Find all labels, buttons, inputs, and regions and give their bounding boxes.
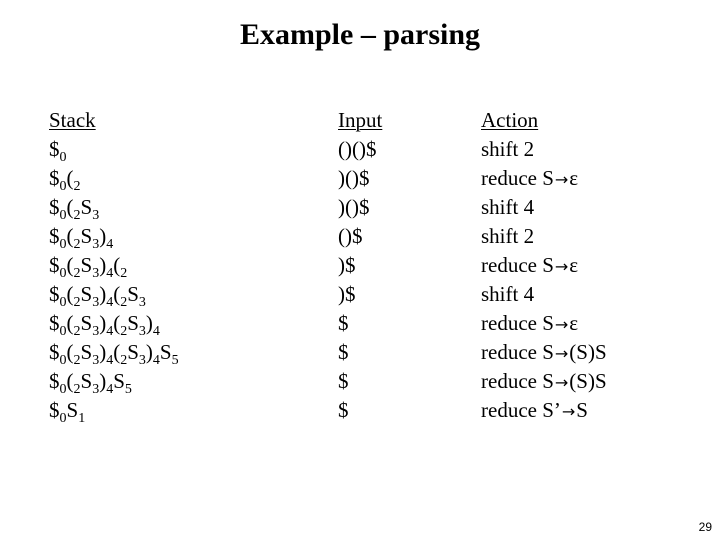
- symbol-text: S: [66, 398, 79, 422]
- subscript-state: 2: [73, 266, 81, 281]
- subscript-state: 4: [106, 382, 114, 397]
- symbol-text: (: [113, 282, 121, 306]
- symbol-text: S: [576, 398, 588, 422]
- symbol-text: shift 2: [481, 224, 535, 248]
- symbol-text: S: [127, 340, 139, 364]
- stack-header: Stack: [49, 108, 96, 132]
- symbol-text: ε: [569, 311, 579, 335]
- page-title: Example – parsing: [239, 18, 481, 51]
- subscript-state: 5: [124, 382, 132, 397]
- symbol-text: ε: [569, 166, 579, 190]
- stack-cell: [49, 396, 179, 425]
- subscript-state: 2: [73, 208, 81, 223]
- subscript-state: 0: [59, 324, 67, 339]
- symbol-text: $: [49, 137, 60, 161]
- symbol-text: reduce S’: [481, 398, 561, 422]
- subscript-state: 0: [59, 411, 67, 426]
- symbol-text: S: [80, 311, 93, 335]
- subscript-state: 3: [92, 266, 100, 281]
- symbol-text: ): [99, 311, 107, 335]
- subscript-state: 4: [106, 324, 114, 339]
- symbol-text: $: [49, 224, 60, 248]
- symbol-text: (: [66, 282, 74, 306]
- subscript-state: 0: [59, 266, 67, 281]
- symbol-text: S: [80, 224, 93, 248]
- subscript-state: 4: [106, 353, 114, 368]
- symbol-text: S: [159, 340, 172, 364]
- subscript-state: 3: [138, 324, 146, 339]
- subscript-state: 0: [59, 382, 67, 397]
- symbol-text: ): [99, 224, 107, 248]
- input-cell: )$: [338, 253, 356, 277]
- symbol-text: (: [66, 369, 74, 393]
- symbol-text: S: [113, 369, 125, 393]
- subscript-state: 0: [59, 150, 67, 165]
- arrow-icon: →: [554, 344, 569, 363]
- symbol-text: (: [66, 166, 74, 190]
- stack-cell: [49, 193, 179, 222]
- symbol-text: ε: [569, 253, 579, 277]
- subscript-state: 2: [120, 295, 128, 310]
- stack-cell: [49, 338, 179, 367]
- symbol-text: $: [49, 311, 60, 335]
- subscript-state: 0: [59, 295, 67, 310]
- symbol-text: reduce S: [481, 340, 554, 364]
- subscript-state: 3: [138, 295, 146, 310]
- symbol-text: ): [99, 340, 107, 364]
- input-cell: $: [338, 369, 349, 393]
- arrow-icon: →: [561, 402, 576, 421]
- symbol-text: (: [113, 253, 121, 277]
- subscript-state: 1: [78, 411, 86, 426]
- subscript-state: 0: [59, 179, 67, 194]
- subscript-state: 0: [59, 208, 67, 223]
- input-cell: )()$: [338, 195, 370, 219]
- subscript-state: 2: [73, 237, 81, 252]
- subscript-state: 2: [120, 324, 128, 339]
- input-cell: ()()$: [338, 137, 377, 161]
- symbol-text: reduce S: [481, 166, 554, 190]
- symbol-text: shift 4: [481, 195, 535, 219]
- stack-cell: [49, 222, 179, 251]
- arrow-icon: →: [554, 257, 569, 276]
- symbol-text: shift 4: [481, 282, 535, 306]
- symbol-text: S: [80, 369, 93, 393]
- subscript-state: 4: [152, 353, 160, 368]
- symbol-text: $: [49, 340, 60, 364]
- subscript-state: 2: [73, 295, 81, 310]
- action-cell: [481, 164, 607, 193]
- symbol-text: ): [145, 311, 153, 335]
- subscript-state: 2: [73, 324, 81, 339]
- symbol-text: $: [49, 398, 60, 422]
- action-header: Action: [481, 108, 539, 132]
- subscript-state: 3: [92, 324, 100, 339]
- action-cell: [481, 396, 607, 425]
- stack-cell: [49, 164, 179, 193]
- action-cell: [481, 280, 607, 309]
- input-cell: $: [338, 398, 349, 422]
- subscript-state: 4: [152, 324, 160, 339]
- symbol-text: S: [127, 311, 139, 335]
- subscript-state: 4: [106, 266, 114, 281]
- action-cell: [481, 367, 607, 396]
- symbol-text: (: [66, 224, 74, 248]
- symbol-text: (: [66, 340, 74, 364]
- symbol-text: reduce S: [481, 369, 554, 393]
- arrow-icon: →: [554, 373, 569, 392]
- symbol-text: $: [49, 195, 60, 219]
- subscript-state: 4: [106, 295, 114, 310]
- page-number: 29: [698, 520, 712, 534]
- symbol-text: (: [113, 340, 121, 364]
- symbol-text: (S)S: [569, 369, 607, 393]
- subscript-state: 2: [120, 266, 128, 281]
- subscript-state: 3: [138, 353, 146, 368]
- arrow-icon: →: [554, 315, 569, 334]
- symbol-text: (: [66, 253, 74, 277]
- symbol-text: reduce S: [481, 253, 554, 277]
- symbol-text: S: [80, 195, 93, 219]
- subscript-state: 3: [92, 237, 100, 252]
- symbol-text: reduce S: [481, 311, 554, 335]
- input-header: Input: [338, 108, 383, 132]
- action-cell: [481, 251, 607, 280]
- symbol-text: $: [49, 282, 60, 306]
- symbol-text: (: [113, 311, 121, 335]
- symbol-text: ): [99, 253, 107, 277]
- action-cell: [481, 222, 607, 251]
- symbol-text: $: [49, 253, 60, 277]
- subscript-state: 2: [73, 353, 81, 368]
- symbol-text: (S)S: [569, 340, 607, 364]
- symbol-text: shift 2: [481, 137, 535, 161]
- subscript-state: 2: [73, 179, 81, 194]
- action-cell: [481, 135, 607, 164]
- stack-cell: [49, 309, 179, 338]
- subscript-state: 4: [106, 237, 114, 252]
- arrow-icon: →: [554, 170, 569, 189]
- action-cell: [481, 338, 607, 367]
- symbol-text: ): [145, 340, 153, 364]
- subscript-state: 3: [92, 382, 100, 397]
- symbol-text: ): [99, 282, 107, 306]
- stack-cell: [49, 135, 179, 164]
- stack-cell: [49, 251, 179, 280]
- action-rows: [481, 135, 607, 425]
- symbol-text: $: [49, 369, 60, 393]
- input-rows: [338, 135, 382, 425]
- symbol-text: $: [49, 166, 60, 190]
- symbol-text: (: [66, 311, 74, 335]
- input-cell: )()$: [338, 166, 370, 190]
- subscript-state: 3: [92, 295, 100, 310]
- symbol-text: ): [99, 369, 107, 393]
- symbol-text: S: [127, 282, 139, 306]
- symbol-text: S: [80, 340, 93, 364]
- subscript-state: 2: [120, 353, 128, 368]
- input-cell: $: [338, 311, 349, 335]
- action-cell: [481, 193, 607, 222]
- subscript-state: 5: [171, 353, 179, 368]
- symbol-text: S: [80, 282, 93, 306]
- stack-rows: [49, 135, 179, 425]
- input-cell: ()$: [338, 224, 363, 248]
- symbol-text: S: [80, 253, 93, 277]
- subscript-state: 0: [59, 353, 67, 368]
- stack-cell: [49, 280, 179, 309]
- input-cell: $: [338, 340, 349, 364]
- symbol-text: (: [66, 195, 74, 219]
- subscript-state: 2: [73, 382, 81, 397]
- stack-cell: [49, 367, 179, 396]
- input-column: [338, 106, 382, 425]
- action-cell: [481, 309, 607, 338]
- action-column: [481, 106, 607, 425]
- subscript-state: 3: [92, 353, 100, 368]
- subscript-state: 0: [59, 237, 67, 252]
- subscript-state: 3: [92, 208, 100, 223]
- input-cell: )$: [338, 282, 356, 306]
- stack-column: [49, 106, 179, 425]
